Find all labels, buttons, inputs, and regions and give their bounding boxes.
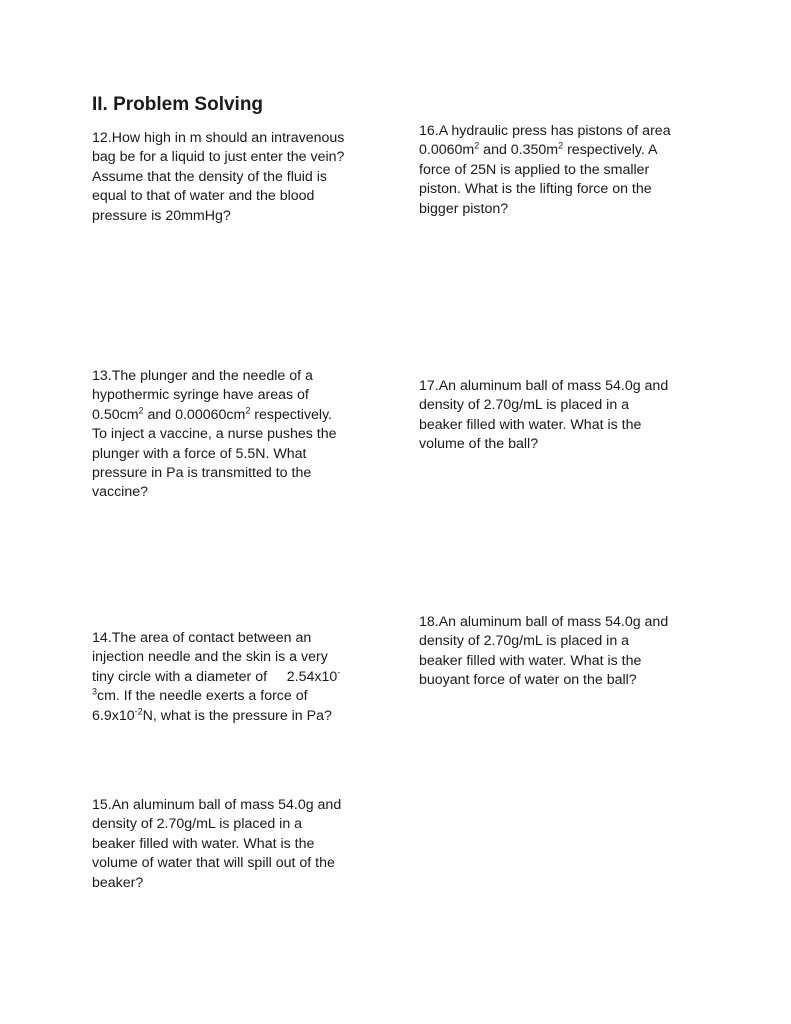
problem-line: beaker filled with water. What is the [92, 835, 315, 852]
problem-line [419, 141, 671, 160]
superscript: - [337, 667, 341, 678]
problem-line: bigger piston? [419, 200, 509, 217]
text-run: respectively. A [563, 142, 658, 159]
problem-line: 18.An aluminum ball of mass 54.0g and [419, 614, 669, 630]
problem-line: pressure in Pa is transmitted to the [92, 465, 312, 482]
superscript: 2 [138, 405, 144, 416]
superscript: 3 [92, 686, 98, 697]
superscript: 2 [558, 140, 564, 151]
superscript: -2 [134, 705, 143, 716]
problem-16 [419, 122, 671, 219]
problem-line: 14.The area of contact between an [92, 630, 312, 646]
text-run: 6.9x10 [92, 707, 135, 724]
problem-line: volume of water that will spill out of the [92, 855, 335, 872]
text-run: respectively. [250, 406, 333, 423]
problem-line: volume of the ball? [419, 436, 539, 453]
problem-12 [92, 129, 344, 226]
superscript: 2 [474, 140, 480, 151]
problem-line: piston. What is the lifting force on the [419, 181, 652, 198]
problem-line: equal to that of water and the blood [92, 188, 315, 205]
section-heading: II. Problem Solving [92, 94, 264, 115]
problem-line: beaker filled with water. What is the [419, 652, 642, 669]
superscript: 2 [245, 405, 251, 416]
problem-line: To inject a vaccine, a nurse pushes the [92, 426, 337, 443]
problem-line: Assume that the density of the fluid is [92, 168, 328, 185]
text-run: 0.0060m [419, 142, 475, 159]
text-run: 0.50cm [92, 406, 139, 423]
problem-line [92, 687, 340, 706]
problem-17 [419, 377, 668, 455]
problem-13 [92, 367, 336, 503]
text-run: and 0.350m [479, 142, 559, 159]
text-run: tiny circle with a diameter of 2.54x10 [92, 668, 338, 685]
problem-line: pressure is 20mmHg? [92, 207, 231, 224]
problem-15 [92, 796, 341, 893]
problem-line: density of 2.70g/mL is placed in a [419, 633, 630, 650]
problem-line: injection needle and the skin is a very [92, 649, 328, 666]
problem-line: density of 2.70g/mL is placed in a [419, 397, 630, 414]
text-run: cm. If the needle exerts a force of [97, 688, 308, 705]
problem-line: density of 2.70g/mL is placed in a [92, 816, 303, 833]
problem-line: beaker filled with water. What is the [419, 416, 642, 433]
problem-line: 13.The plunger and the needle of a [92, 368, 313, 384]
problem-18 [419, 613, 668, 691]
problem-line [92, 668, 340, 687]
problem-line: vaccine? [92, 484, 148, 501]
text-run: and 0.00060cm [143, 406, 246, 423]
problem-line: force of 25N is applied to the smaller [419, 161, 650, 178]
problem-line: beaker? [92, 874, 144, 891]
problem-line: 15.An aluminum ball of mass 54.0g and [92, 797, 342, 813]
text-run: N, what is the pressure in Pa? [142, 707, 332, 724]
problem-line: plunger with a force of 5.5N. What [92, 445, 307, 462]
problem-14 [92, 629, 340, 726]
problem-line: buoyant force of water on the ball? [419, 672, 637, 689]
problem-line: 16.A hydraulic press has pistons of area [419, 123, 671, 139]
problem-line: 17.An aluminum ball of mass 54.0g and [419, 378, 669, 394]
problem-line: 12.How high in m should an intravenous [92, 130, 345, 146]
problem-line: hypothermic syringe have areas of [92, 387, 309, 404]
problem-line [92, 406, 336, 425]
problem-line [92, 707, 340, 726]
problem-line: bag be for a liquid to just enter the vein? [92, 149, 345, 166]
